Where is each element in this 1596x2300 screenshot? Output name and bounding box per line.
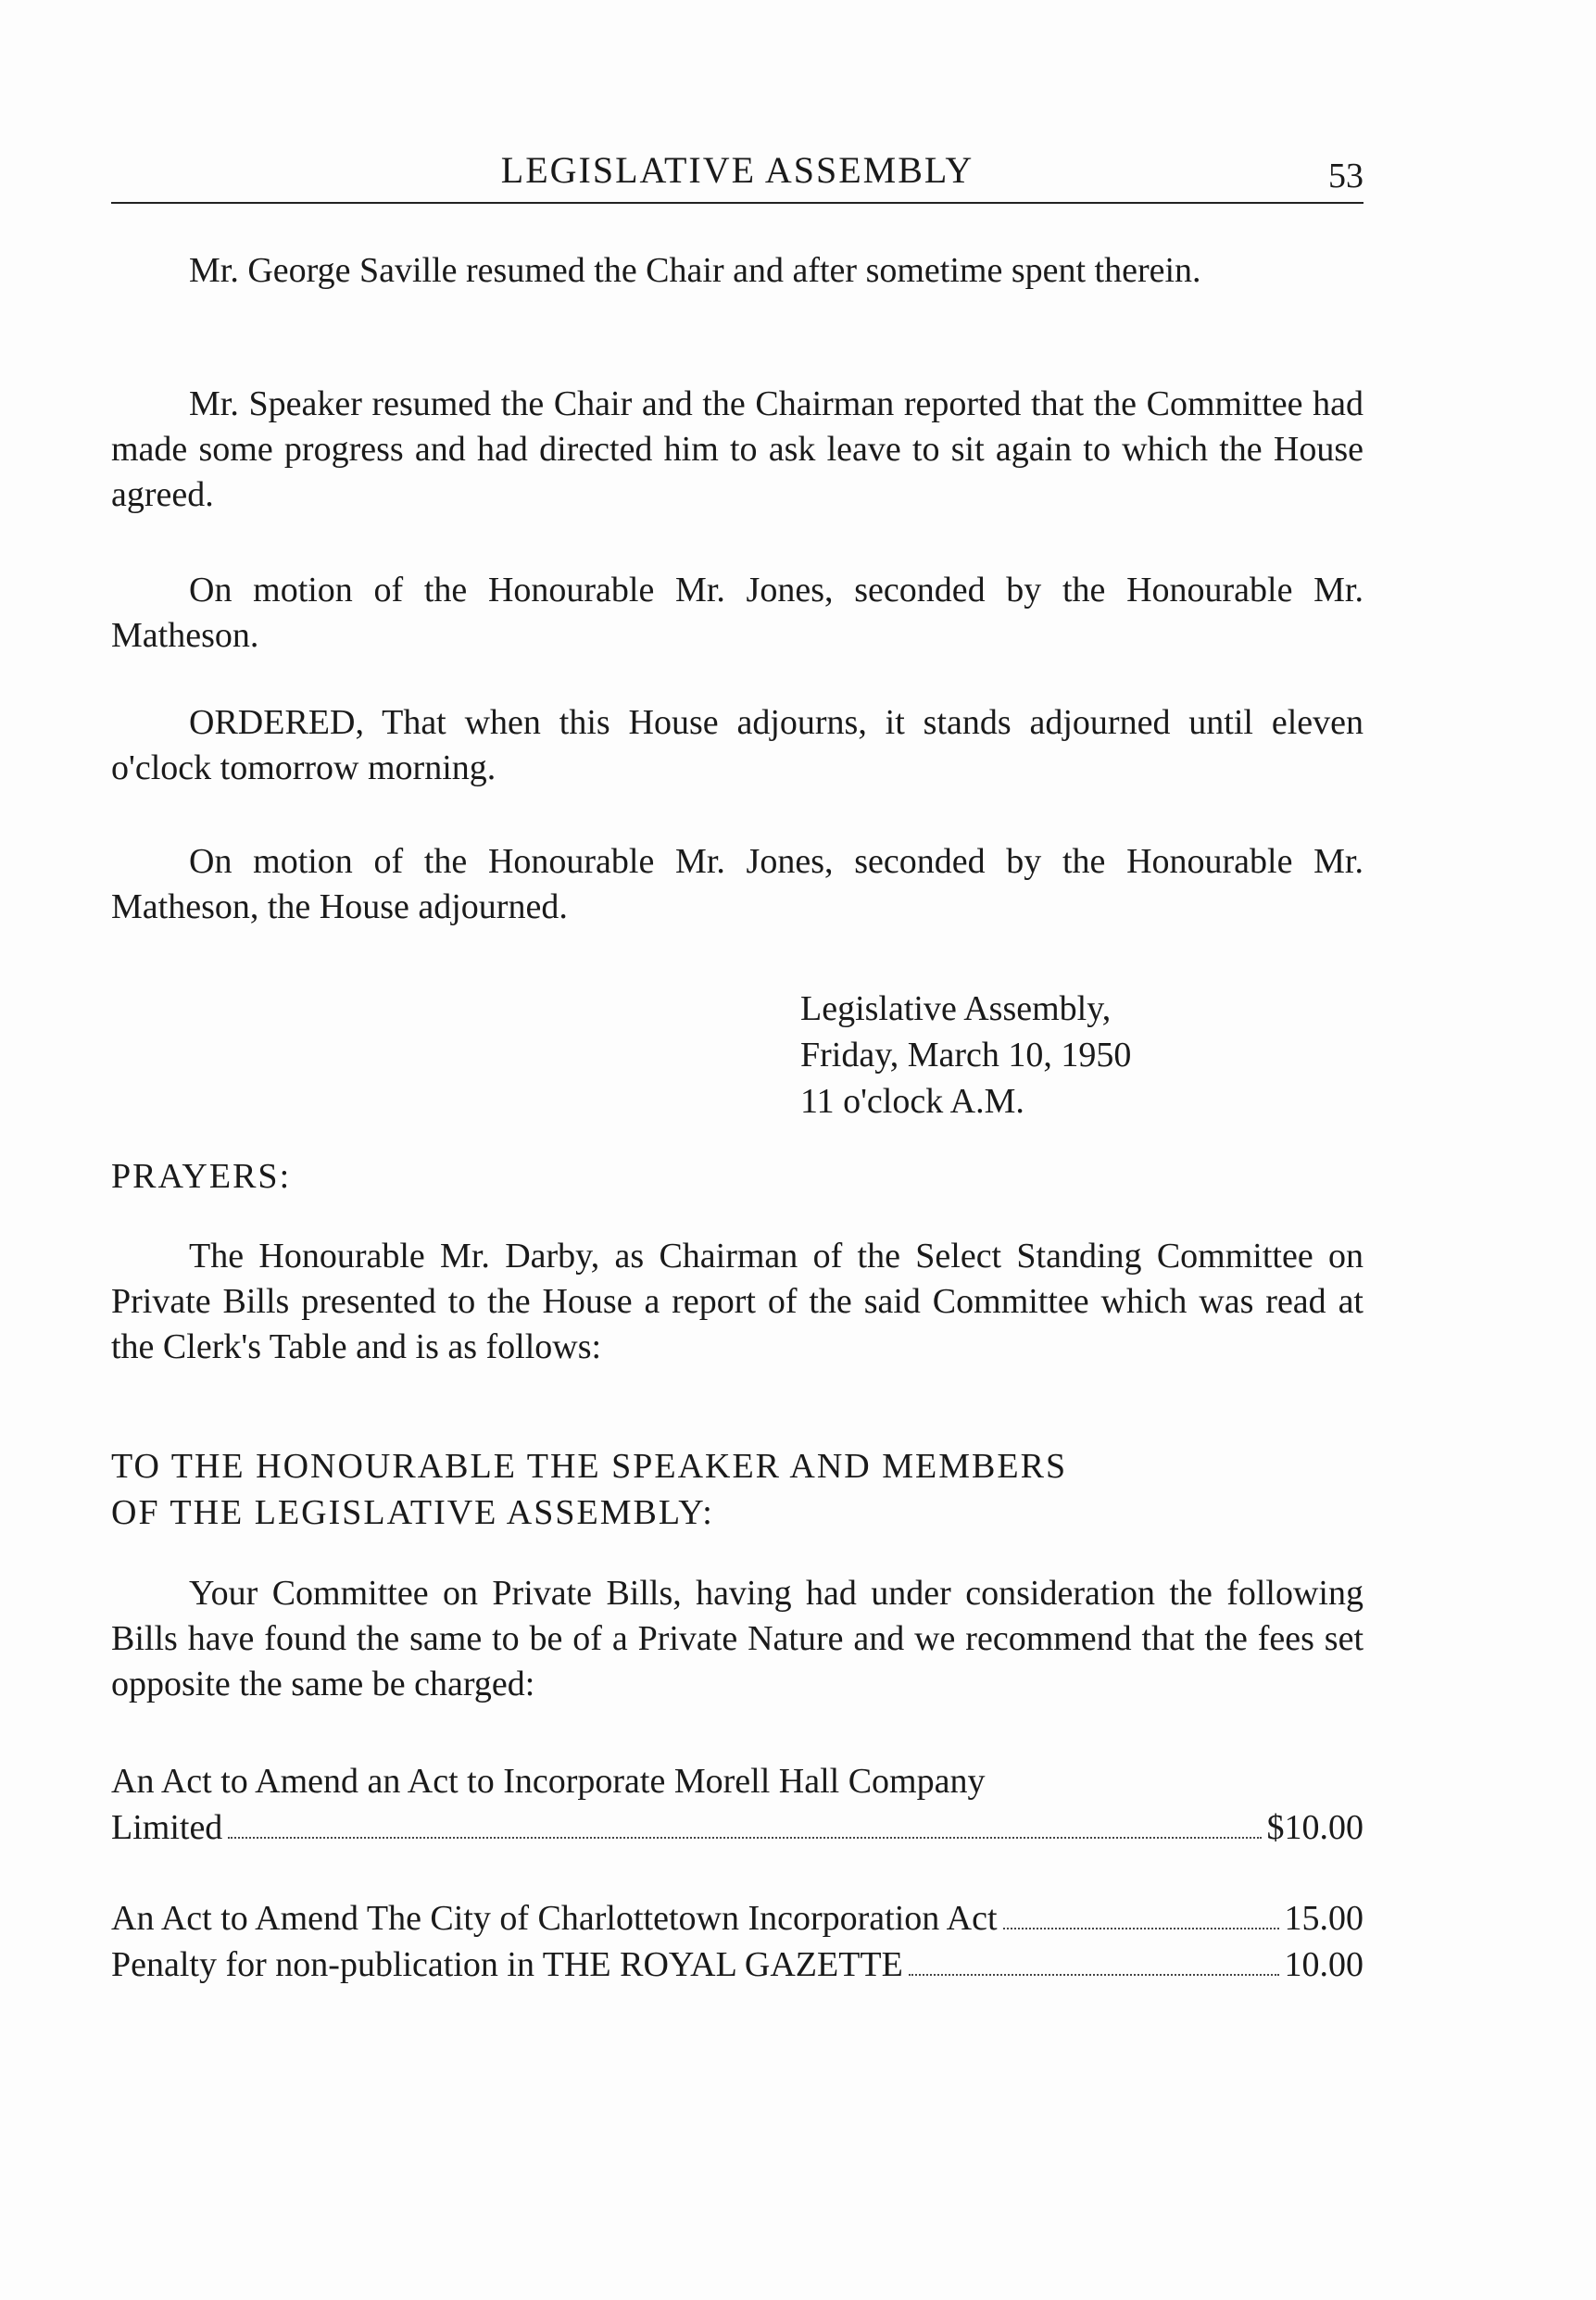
dateline (800, 986, 1131, 1125)
page-number: 53 (1328, 157, 1364, 195)
fee-item-1-line-2 (111, 1804, 1364, 1851)
paragraph-motion-1: On motion of the Honourable Mr. Jones, seconded by the Honourable Mr. Matheson. (111, 571, 1364, 655)
paragraph-speaker-report: Mr. Speaker resumed the Chair and the Chairman reported that the Committee had made some progress and had directed him to ask leave to sit again to which the House agreed. (111, 384, 1364, 514)
prayers-heading: PRAYERS: (111, 1157, 292, 1196)
paragraph-motion-2: On motion of the Honourable Mr. Jones, seconded by the Honourable Mr. Matheson, the House adjourned. (111, 842, 1364, 926)
paragraph-ordered: ORDERED, That when this House adjourns, it stands adjourned until eleven o'clock tomorrow morning. (111, 703, 1364, 787)
dot-leader (1003, 1928, 1279, 1929)
dateline-date: Friday, March 10, 1950 (800, 1036, 1132, 1075)
address-line-1: TO THE HONOURABLE THE SPEAKER AND MEMBERS (111, 1447, 1068, 1486)
running-header (111, 148, 1364, 200)
paragraph-chair-resumed: Mr. George Saville resumed the Chair and after sometime spent therein. (189, 251, 1201, 290)
fee-item-3-amount: 10.00 (1284, 1945, 1364, 1984)
fee-item-2-desc: An Act to Amend The City of Charlottetown Incorporation Act (111, 1899, 998, 1938)
fee-item-1-amount: $10.00 (1266, 1808, 1364, 1847)
fee-item-1-desc: Limited (111, 1808, 223, 1847)
header-title: LEGISLATIVE ASSEMBLY (500, 149, 974, 191)
fee-item-1-line-1: An Act to Amend an Act to Incorporate Morell Hall Company (111, 1762, 986, 1801)
fee-item-2 (111, 1895, 1364, 1942)
header-rule (111, 202, 1364, 204)
fee-item-1 (111, 1758, 1364, 1851)
report-address (111, 1443, 1067, 1536)
fee-item-2-amount: 15.00 (1284, 1899, 1364, 1938)
dateline-place: Legislative Assembly, (800, 989, 1112, 1028)
dot-leader (228, 1837, 1261, 1839)
paragraph-report-intro: The Honourable Mr. Darby, as Chairman of the Select Standing Committee on Private Bills presented to the House a report of the said Committee which was read at the Clerk's Table and is as follows: (111, 1237, 1364, 1366)
dot-leader (909, 1974, 1279, 1976)
dateline-time: 11 o'clock A.M. (800, 1082, 1024, 1121)
fee-items-list (111, 1895, 1364, 1988)
fee-item-3 (111, 1942, 1364, 1988)
paragraph-committee: Your Committee on Private Bills, having had under consideration the following Bills have found the same to be of a Private Nature and we recommend that the fees set opposite the same be charged: (111, 1574, 1364, 1703)
address-line-2: OF THE LEGISLATIVE ASSEMBLY: (111, 1493, 714, 1532)
fee-item-3-desc: Penalty for non-publication in THE ROYAL GAZETTE (111, 1945, 903, 1984)
